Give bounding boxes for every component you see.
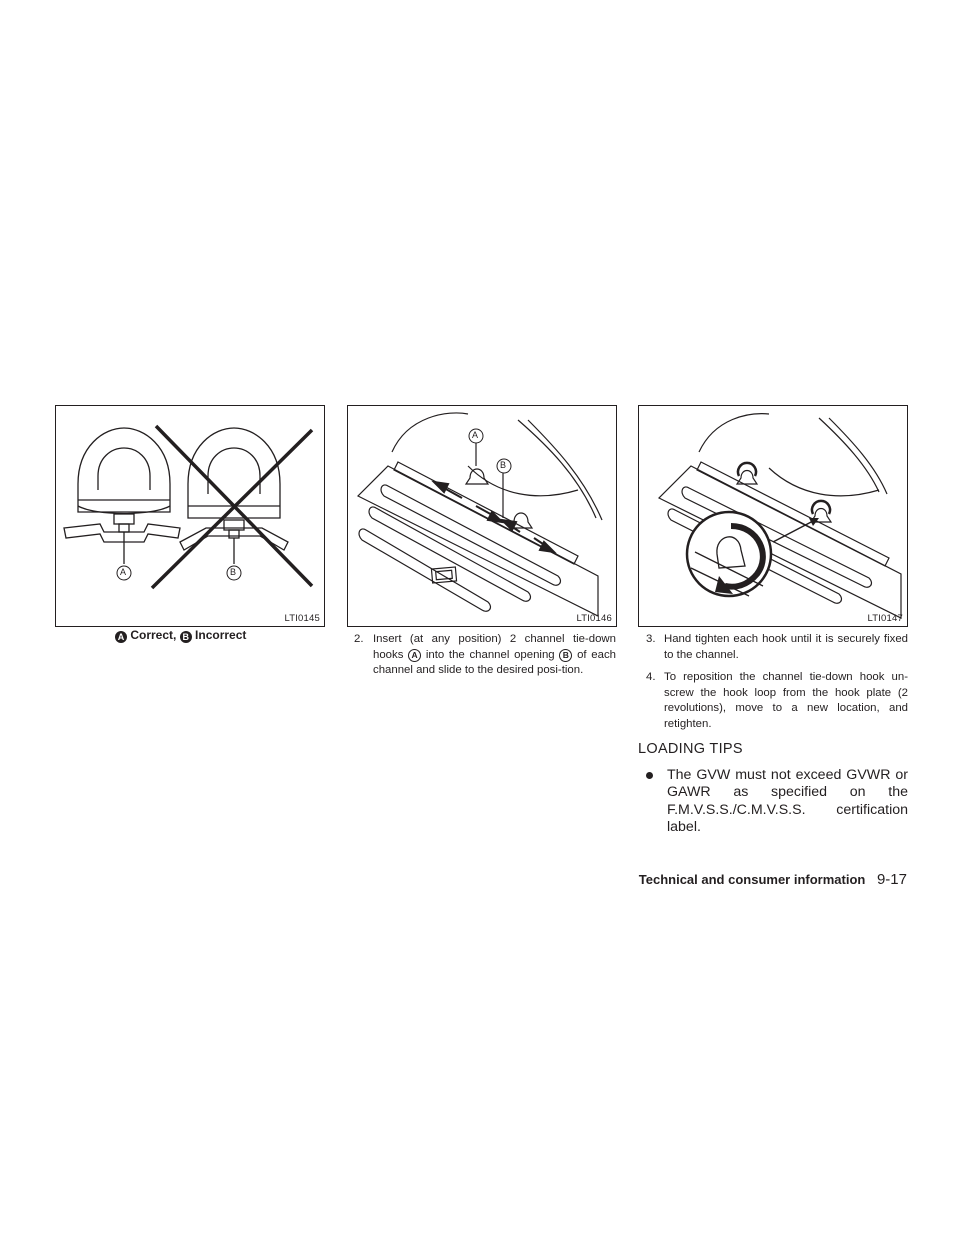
caption-incorrect: Incorrect — [195, 628, 247, 642]
figure-code: LTI0146 — [576, 613, 612, 624]
step-4 — [646, 670, 908, 732]
page-footer — [639, 871, 907, 888]
channel-insert-illustration — [348, 406, 618, 628]
bullet-dot-icon — [646, 772, 653, 779]
figure-label-a: A — [120, 567, 127, 577]
step-text-1: Insert (at any position) 2 channel tie-down hooks — [373, 633, 616, 661]
figure-correct-incorrect — [55, 405, 325, 627]
step-text: To reposition the channel tie-down hook un-screw the hook loop from the hook plate (2 revolutions), move to a new location, and retighten. — [664, 671, 908, 730]
step-number: 2. — [354, 633, 364, 645]
figure-tighten-hook — [638, 405, 908, 627]
figure-label-b: B — [500, 460, 507, 470]
step-text-2: into the channel opening — [425, 648, 555, 661]
step-3 — [646, 632, 908, 663]
circled-a: A — [115, 631, 127, 643]
circled-b: B — [559, 649, 572, 662]
bullet-text: The GVW must not exceed GVWR or GAWR as specified on the F.M.V.S.S./C.M.V.S.S. certification label. — [667, 767, 908, 836]
tie-down-hooks-illustration — [56, 406, 326, 628]
circled-a: A — [408, 649, 421, 662]
step-number: 3. — [646, 633, 656, 645]
figure-code: LTI0147 — [867, 613, 903, 624]
step-text-3: of each channel and slide to the desired posi-tion. — [373, 648, 616, 677]
page-number: 9-17 — [876, 871, 907, 888]
step-number: 4. — [646, 671, 656, 683]
figure-insert-hooks — [347, 405, 617, 627]
hook-tighten-illustration — [639, 406, 909, 628]
step-text: Hand tighten each hook until it is securely fixed to the channel. — [664, 633, 908, 661]
figure-caption — [115, 628, 246, 643]
step-2 — [354, 632, 616, 679]
figure-code: LTI0145 — [284, 613, 320, 624]
figure-label-b: B — [230, 567, 237, 577]
circled-b: B — [180, 631, 192, 643]
footer-section-title: Technical and consumer information — [638, 872, 866, 887]
figure-label-a: A — [472, 430, 479, 440]
bullet-item — [646, 767, 908, 837]
caption-correct: Correct, — [130, 628, 177, 642]
section-heading: LOADING TIPS — [638, 741, 743, 757]
